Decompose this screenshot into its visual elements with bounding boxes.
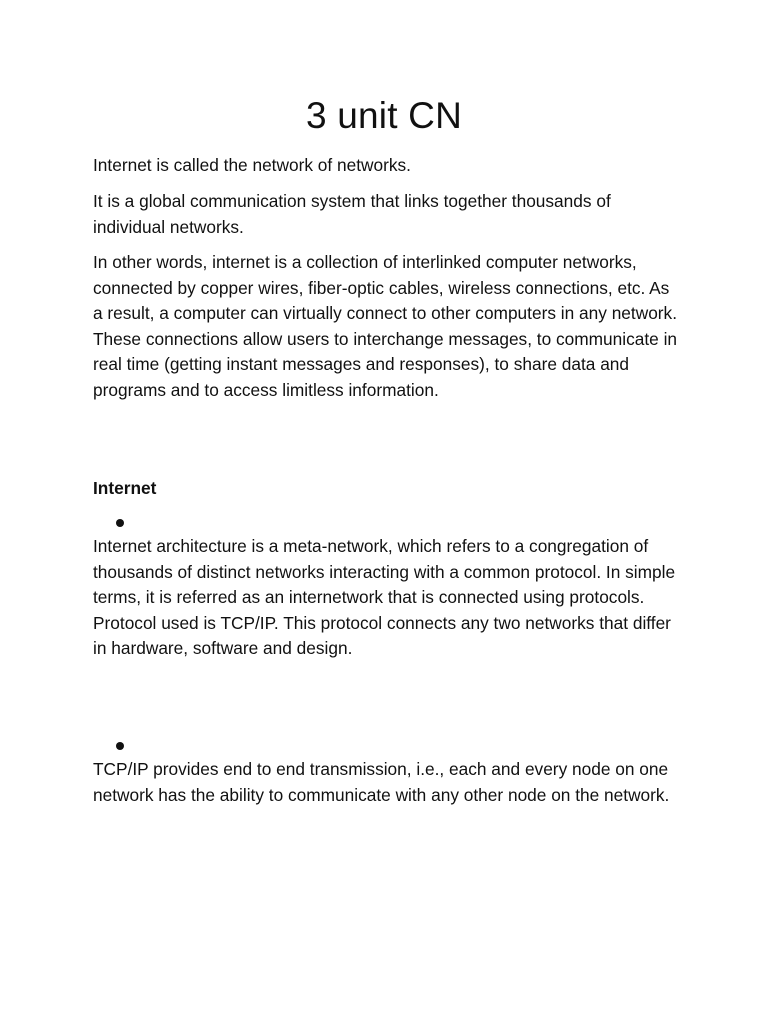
paragraph-global-system: It is a global communication system that links together thousands of individual networks. (93, 191, 611, 237)
paragraph-intro: Internet is called the network of networks. (93, 155, 411, 175)
paragraph-interlinked-networks: In other words, internet is a collection of interlinked computer networks, connected by copper wires, fiber-optic cables, wireless connections, etc. As a result, a computer can virtually connect to other computers in any network. These connections allow users to interchange messages, to communicate in real time (getting instant messages and responses), to share data and programs and to access limitless information. (93, 252, 678, 400)
bullet-item-architecture: Internet architecture is a meta-network, which refers to a congregation of thousands of distinct networks interacting with a common protocol. In simple terms, it is referred as an internetwork that is connected using protocols. Protocol used is TCP/IP. This protocol connects any two networks that differ in hardware, software and design. (93, 536, 676, 659)
section-heading-internet: Internet (93, 478, 157, 498)
bullet-item-tcpip: TCP/IP provides end to end transmission, i.e., each and every node on one network has the ability to communicate with any other node on the network. (93, 759, 670, 805)
bullet-dot-icon (116, 742, 124, 750)
document-title: 3 unit CN (305, 95, 463, 136)
bullet-dot-icon (116, 519, 124, 527)
